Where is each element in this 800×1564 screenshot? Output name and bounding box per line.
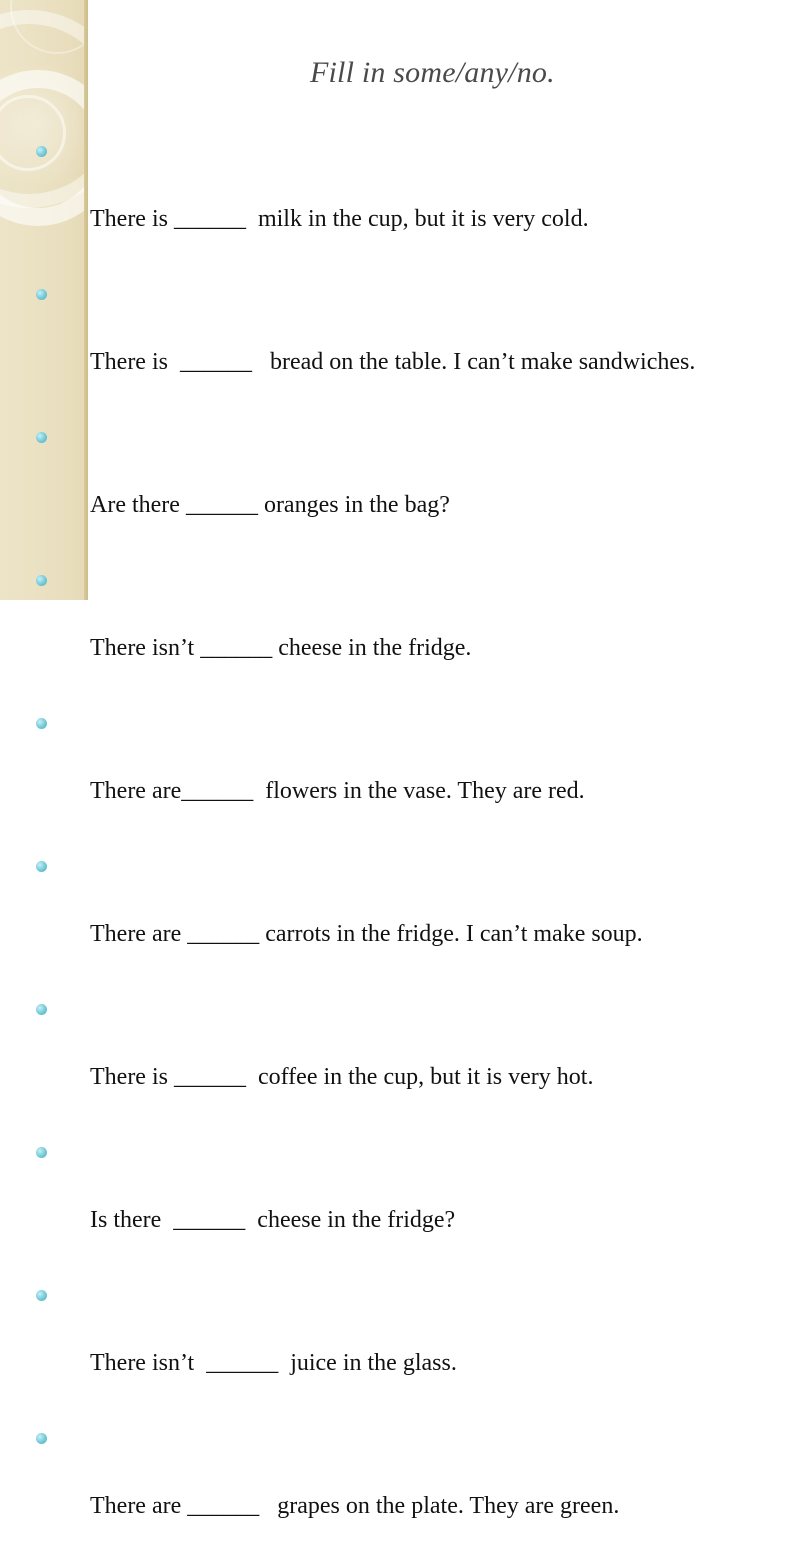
bullet-icon <box>36 575 47 586</box>
exercise-text: There isn’t ______ cheese in the fridge. <box>90 635 472 661</box>
exercise-text: There isn’t ______ juice in the glass. <box>90 1350 457 1376</box>
exercise-item <box>36 1278 776 1414</box>
exercise-text: There is ______ milk in the cup, but it is very cold. <box>90 206 589 232</box>
exercise-item <box>36 706 776 842</box>
exercise-item <box>36 1421 776 1557</box>
exercise-list <box>36 134 776 1564</box>
bullet-icon <box>36 1004 47 1015</box>
slide-title: Fill in some/any/no. <box>310 56 555 89</box>
exercise-text: There is ______ coffee in the cup, but it is very hot. <box>90 1064 594 1090</box>
exercise-text: There are ______ grapes on the plate. They are green. <box>90 1493 620 1519</box>
bullet-icon <box>36 718 47 729</box>
bullet-icon <box>36 1147 47 1158</box>
exercise-text: There is ______ bread on the table. I can’t make sandwiches. <box>90 349 696 375</box>
exercise-item <box>36 563 776 699</box>
bullet-icon <box>36 1290 47 1301</box>
bullet-icon <box>36 861 47 872</box>
exercise-item <box>36 134 776 270</box>
exercise-text: There are______ flowers in the vase. They are red. <box>90 778 585 804</box>
exercise-item <box>36 420 776 556</box>
exercise-item <box>36 277 776 413</box>
bullet-icon <box>36 432 47 443</box>
exercise-text: Is there ______ cheese in the fridge? <box>90 1207 456 1233</box>
exercise-text: There are ______ carrots in the fridge. I can’t make soup. <box>90 921 643 947</box>
bullet-icon <box>36 289 47 300</box>
exercise-item <box>36 992 776 1128</box>
exercise-item <box>36 1135 776 1271</box>
exercise-item <box>36 849 776 985</box>
exercise-text: Are there ______ oranges in the bag? <box>90 492 450 518</box>
bullet-icon <box>36 146 47 157</box>
bullet-icon <box>36 1433 47 1444</box>
